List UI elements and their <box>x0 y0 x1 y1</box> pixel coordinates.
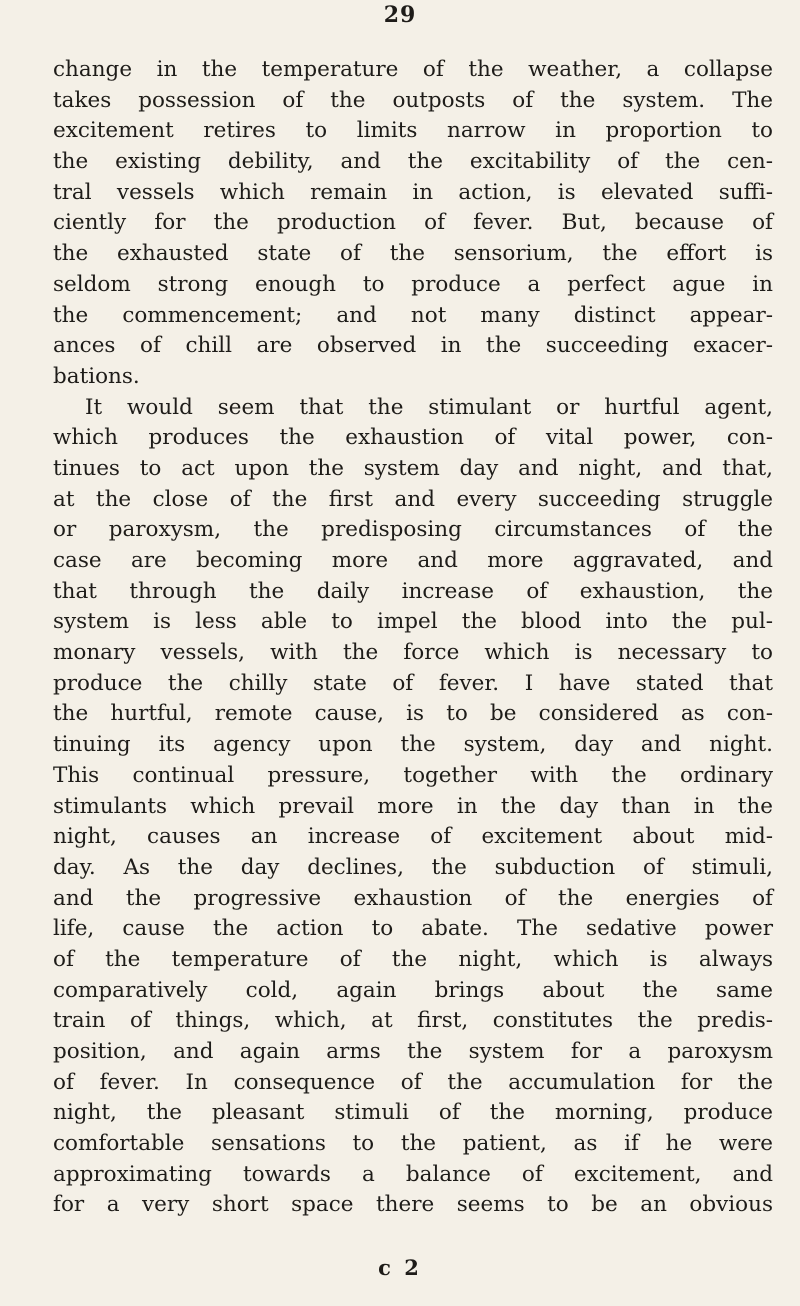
text-line: at the close of the first and every succeeding struggle <box>53 486 773 512</box>
text-line: the hurtful, remote cause, is to be considered as con- <box>53 701 773 727</box>
text-line: of fever. In consequence of the accumulation for the <box>53 1069 773 1095</box>
text-line: change in the temperature of the weather, a collapse <box>53 57 773 82</box>
paragraph-start-line: It would seem that the stimulant or hurtful agent, <box>85 394 773 420</box>
text-line: train of things, which, at first, constitutes the predis- <box>53 1008 773 1034</box>
text-line: the existing debility, and the excitability of the cen- <box>53 149 773 175</box>
text-line: the commencement; and not many distinct appear- <box>53 302 773 328</box>
text-line: the exhausted state of the sensorium, the effort is <box>53 241 773 267</box>
text-line: or paroxysm, the predisposing circumstances of the <box>53 517 773 543</box>
text-line: ances of chill are observed in the succeeding exacer- <box>53 333 773 359</box>
text-line: for a very short space there seems to be an obvious <box>53 1192 773 1218</box>
text-line: night, causes an increase of excitement about mid- <box>53 824 773 850</box>
text-line: of the temperature of the night, which is always <box>53 946 773 972</box>
text-line: bations. <box>53 363 140 389</box>
text-line: seldom strong enough to produce a perfect ague in <box>53 271 773 297</box>
text-line: ciently for the production of fever. But, because of <box>53 210 773 236</box>
page-number: 29 <box>383 2 417 28</box>
text-line: This continual pressure, together with the ordinary <box>53 762 773 788</box>
text-line: comfortable sensations to the patient, as if he were <box>53 1131 773 1157</box>
text-line: and the progressive exhaustion of the energies of <box>53 885 773 911</box>
text-line: tinuing its agency upon the system, day and night. <box>53 732 773 758</box>
text-line: day. As the day declines, the subduction of stimuli, <box>53 854 773 880</box>
text-line: stimulants which prevail more in the day than in the <box>53 793 773 819</box>
text-line: which produces the exhaustion of vital power, con- <box>53 425 773 451</box>
text-line: excitement retires to limits narrow in proportion to <box>53 118 773 144</box>
text-line: comparatively cold, again brings about the same <box>53 977 773 1003</box>
text-line: tral vessels which remain in action, is elevated suffi- <box>53 179 773 205</box>
text-line: tinues to act upon the system day and night, and that, <box>53 455 773 481</box>
text-line: case are becoming more and more aggravated, and <box>53 548 773 573</box>
text-line: position, and again arms the system for a paroxysm <box>53 1039 773 1064</box>
text-line: takes possession of the outposts of the system. The <box>53 87 773 113</box>
body-text <box>53 55 773 1221</box>
text-line: life, cause the action to abate. The sedative power <box>53 916 773 942</box>
signature-mark: c 2 <box>378 1255 422 1280</box>
text-line: night, the pleasant stimuli of the morning, produce <box>53 1100 773 1126</box>
text-line: approximating towards a balance of excitement, and <box>53 1161 773 1187</box>
text-line: system is less able to impel the blood into the pul- <box>53 609 773 635</box>
text-line: that through the daily increase of exhaustion, the <box>53 578 773 604</box>
text-line: produce the chilly state of fever. I have stated that <box>53 670 773 696</box>
text-line: monary vessels, with the force which is necessary to <box>53 640 773 666</box>
